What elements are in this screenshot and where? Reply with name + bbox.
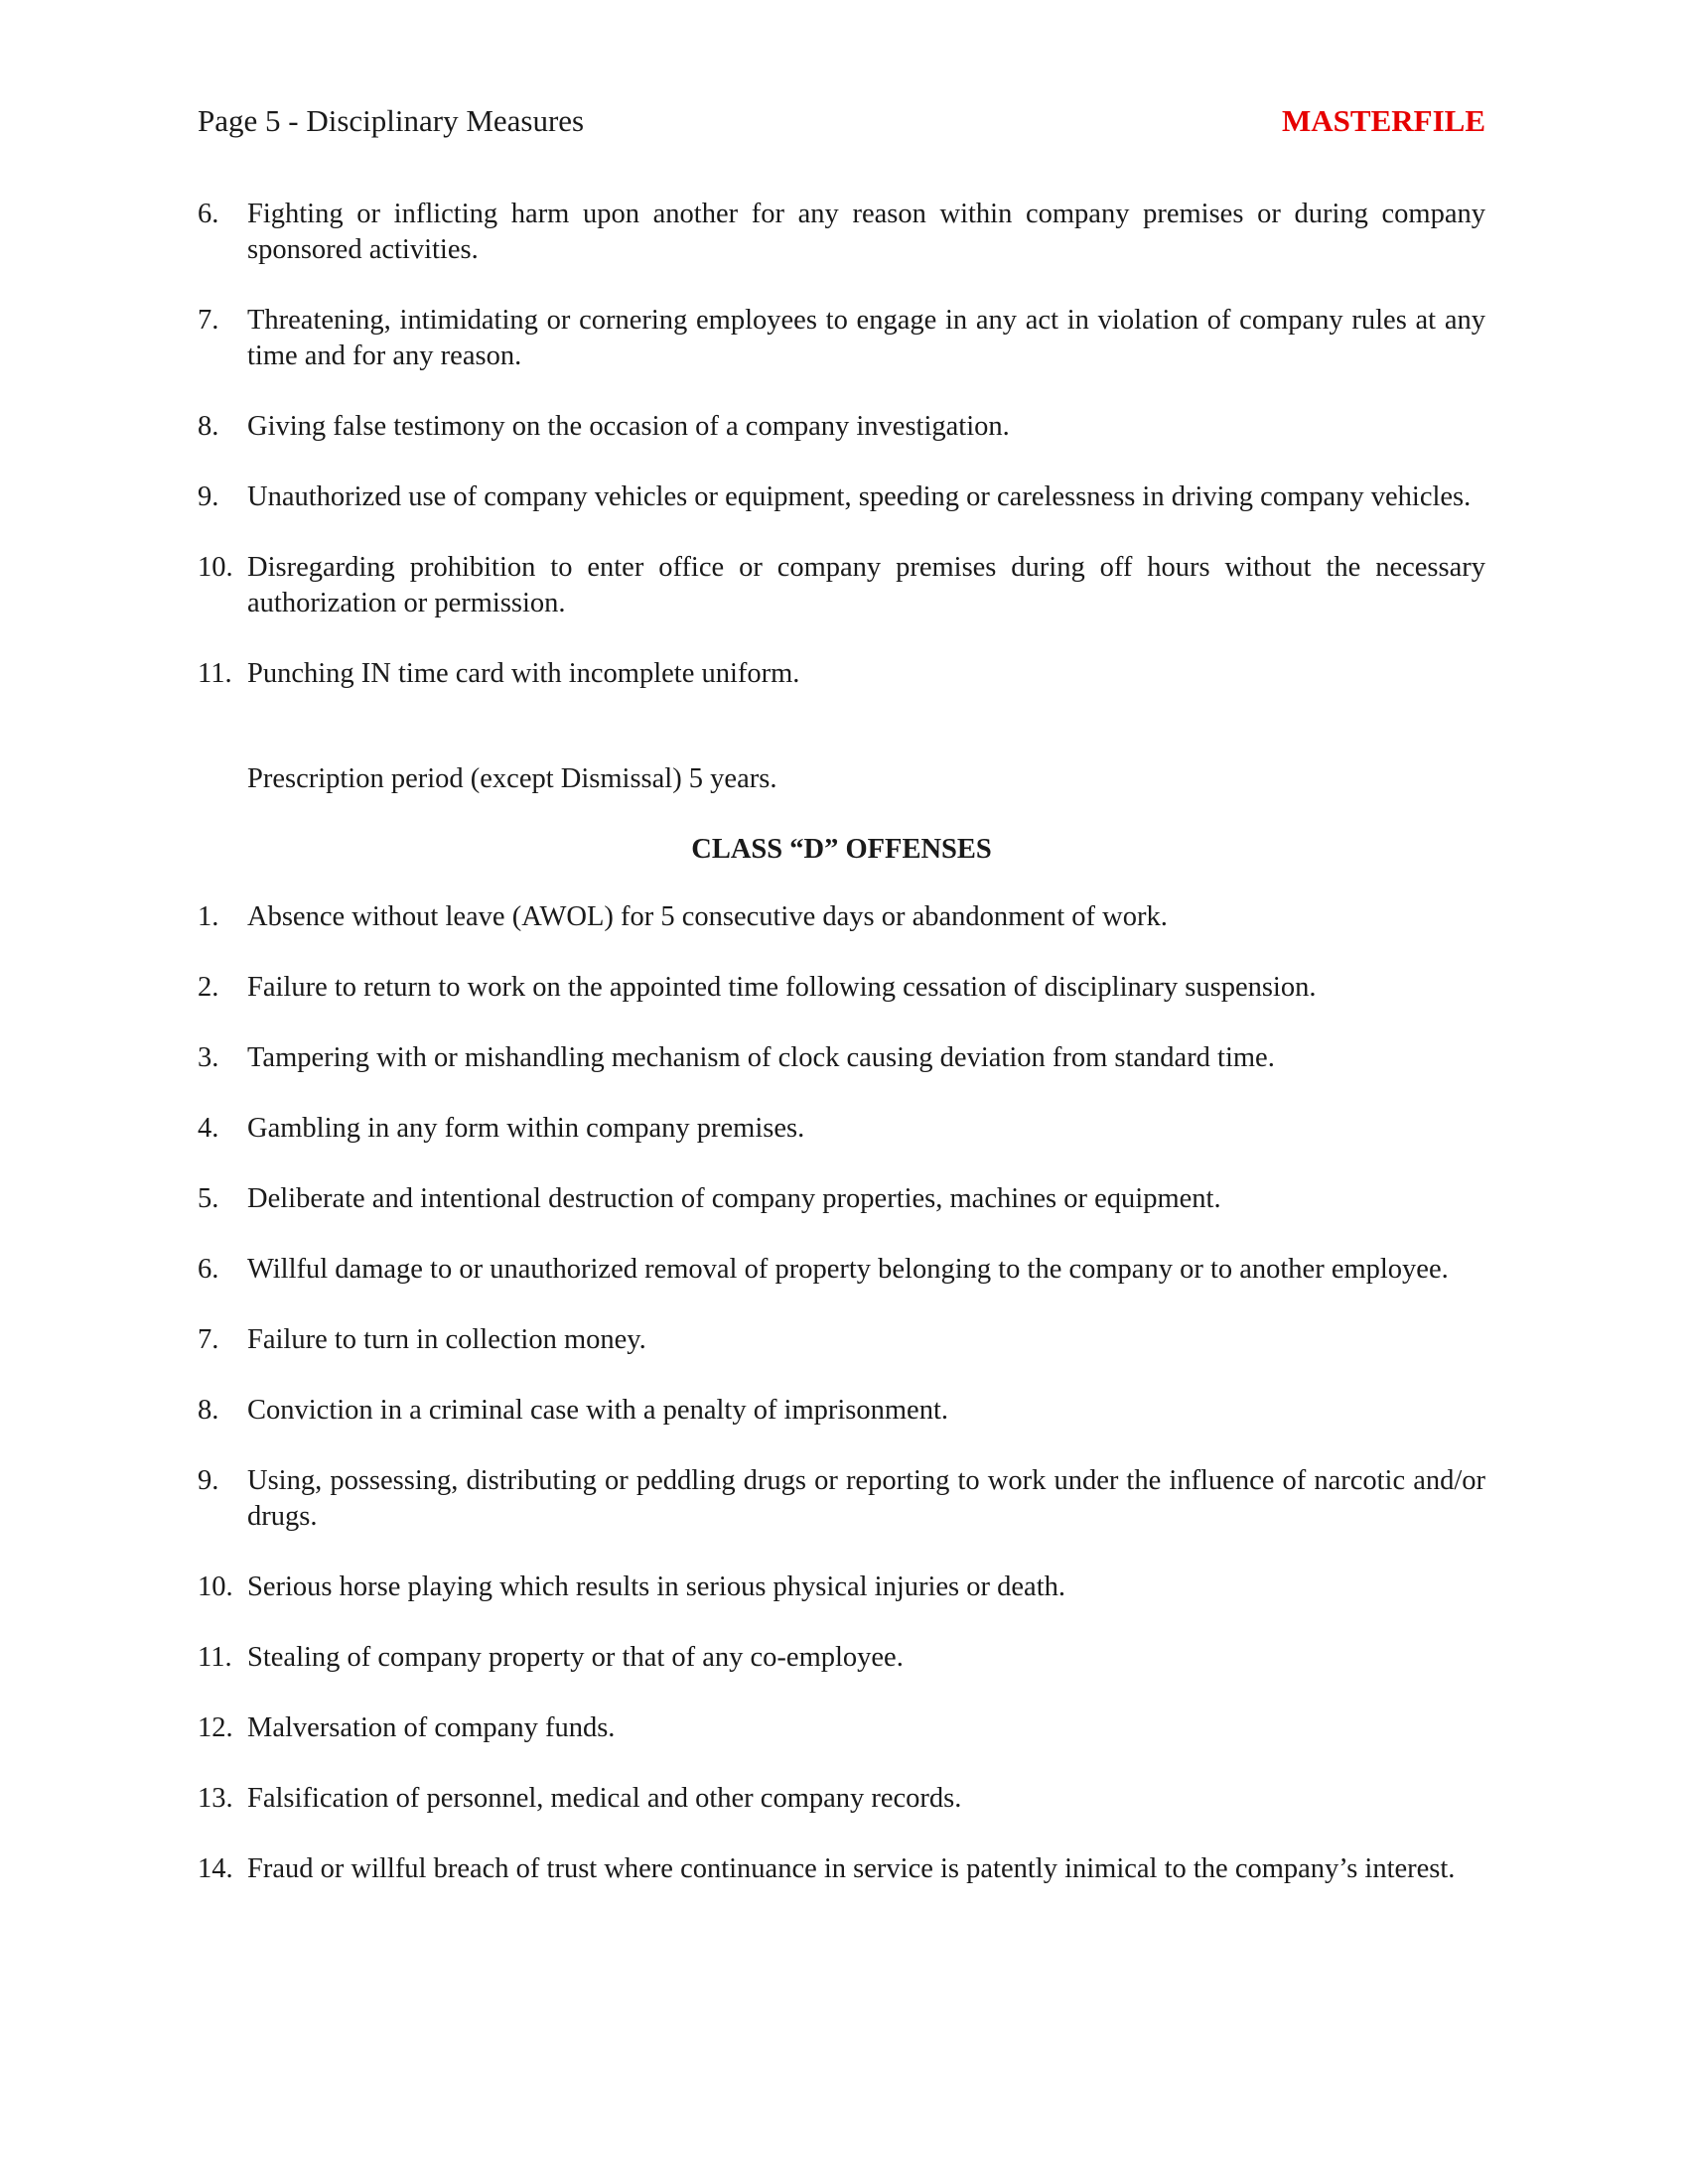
offense-number: 12.	[198, 1712, 233, 1743]
offense-number: 5.	[198, 1183, 219, 1214]
offense-item	[198, 303, 1485, 374]
offense-number: 11.	[198, 1642, 232, 1673]
offense-item	[198, 970, 1485, 1006]
offense-number: 7.	[198, 305, 219, 336]
offense-text: Unauthorized use of company vehicles or equipment, speeding or carelessness in driving company vehicles.	[247, 481, 1472, 512]
offense-number: 10.	[198, 552, 233, 583]
offense-text: Fighting or inflicting harm upon another for any reason within company premises or during company sponsored activities.	[247, 199, 1485, 265]
offense-number: 8.	[198, 411, 219, 442]
offense-item	[198, 1181, 1485, 1217]
offense-number: 2.	[198, 972, 219, 1003]
offense-item	[198, 1393, 1485, 1429]
offense-text: Absence without leave (AWOL) for 5 consecutive days or abandonment of work.	[247, 901, 1168, 932]
offense-text: Fraud or willful breach of trust where continuance in service is patently inimical to the company’s interest.	[247, 1853, 1456, 1884]
offense-item	[198, 1710, 1485, 1746]
prescription-note: Prescription period (except Dismissal) 5 years.	[247, 763, 777, 794]
offense-text: Gambling in any form within company premises.	[247, 1113, 805, 1144]
offense-number: 14.	[198, 1853, 233, 1884]
offense-text: Willful damage to or unauthorized removal of property belonging to the company or to another employee.	[247, 1254, 1449, 1285]
offense-text: Malversation of company funds.	[247, 1712, 616, 1743]
offense-item	[198, 1322, 1485, 1358]
class-d-offense-list	[198, 899, 1485, 1922]
offense-text: Disregarding prohibition to enter office or company premises during off hours without the necessary authorization or permission.	[247, 552, 1485, 618]
masterfile-mark: MASTERFILE	[1282, 103, 1485, 138]
offense-number: 6.	[198, 1254, 219, 1285]
class-d-heading: CLASS “D” OFFENSES	[691, 834, 992, 865]
offense-number: 6.	[198, 199, 219, 229]
offense-item	[198, 197, 1485, 268]
offense-text: Conviction in a criminal case with a penalty of imprisonment.	[247, 1395, 949, 1426]
offense-text: Serious horse playing which results in serious physical injuries or death.	[247, 1571, 1065, 1602]
offense-text: Deliberate and intentional destruction of company properties, machines or equipment.	[247, 1183, 1221, 1214]
offense-number: 9.	[198, 1465, 219, 1496]
offense-text: Giving false testimony on the occasion of a company investigation.	[247, 411, 1010, 442]
offense-item	[198, 1851, 1485, 1887]
offense-text: Failure to turn in collection money.	[247, 1324, 646, 1355]
page-title: Page 5 - Disciplinary Measures	[198, 103, 585, 138]
offense-item	[198, 1781, 1485, 1817]
offense-number: 11.	[198, 658, 232, 689]
offense-item	[198, 550, 1485, 621]
offense-number: 10.	[198, 1571, 233, 1602]
offense-item	[198, 1570, 1485, 1605]
offense-text: Threatening, intimidating or cornering employees to engage in any act in violation of company rules at any time and for any reason.	[247, 305, 1485, 371]
offense-item	[198, 899, 1485, 935]
offense-item	[198, 1640, 1485, 1676]
offense-item	[198, 1463, 1485, 1535]
offense-text: Tampering with or mishandling mechanism of clock causing deviation from standard time.	[247, 1042, 1275, 1073]
offense-item	[198, 1040, 1485, 1076]
offense-item	[198, 409, 1485, 445]
offense-item	[198, 1111, 1485, 1147]
offense-number: 8.	[198, 1395, 219, 1426]
class-c-offense-list	[198, 197, 1485, 727]
offense-number: 7.	[198, 1324, 219, 1355]
offense-number: 9.	[198, 481, 219, 512]
offense-item	[198, 479, 1485, 515]
offense-text: Stealing of company property or that of any co-employee.	[247, 1642, 904, 1673]
page-header	[198, 99, 1485, 143]
offense-text: Punching IN time card with incomplete uniform.	[247, 658, 800, 689]
offense-item	[198, 656, 1485, 692]
offense-text: Falsification of personnel, medical and other company records.	[247, 1783, 962, 1814]
offense-item	[198, 1252, 1485, 1288]
offense-number: 13.	[198, 1783, 233, 1814]
offense-number: 3.	[198, 1042, 219, 1073]
offense-text: Using, possessing, distributing or peddling drugs or reporting to work under the influence of narcotic and/or drugs.	[247, 1465, 1485, 1532]
offense-text: Failure to return to work on the appointed time following cessation of disciplinary suspension.	[247, 972, 1317, 1003]
offense-number: 4.	[198, 1113, 219, 1144]
offense-number: 1.	[198, 901, 219, 932]
